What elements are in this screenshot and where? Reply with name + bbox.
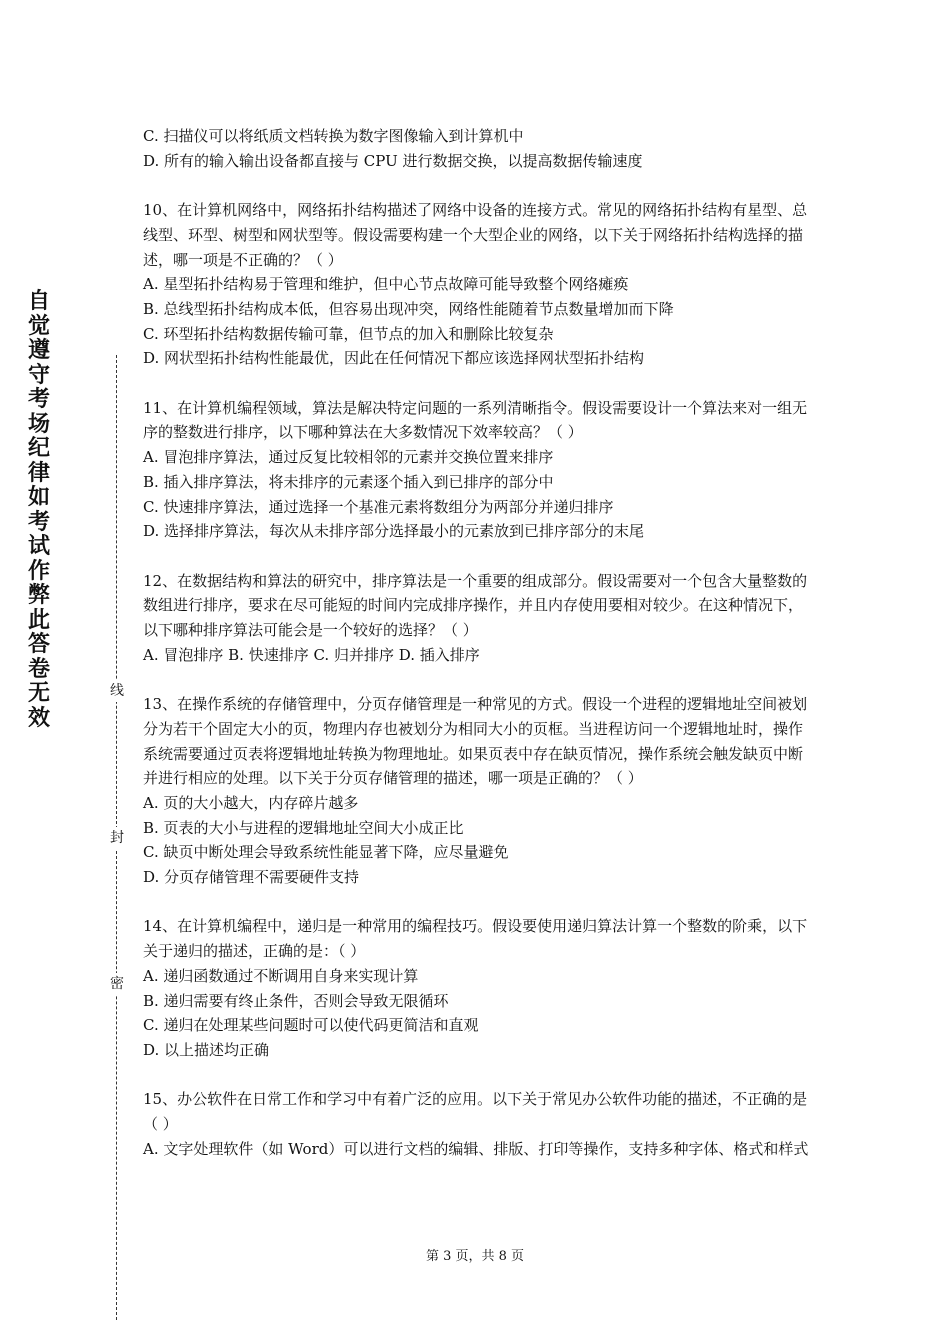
question-10 [143, 198, 811, 371]
option: B. 递归需要有终止条件，否则会导致无限循环 [143, 991, 449, 1010]
option: C. 缺页中断处理会导致系统性能显著下降，应尽量避免 [143, 843, 509, 862]
option: C. 递归在处理某些问题时可以使代码更简洁和直观 [143, 1016, 479, 1035]
option: B. 页表的大小与进程的逻辑地址空间大小成正比 [143, 818, 464, 837]
option: C. 快速排序算法，通过选择一个基准元素将数组分为两部分并递归排序 [143, 497, 614, 516]
option: A. 冒泡排序 B. 快速排序 C. 归并排序 D. 插入排序 [143, 645, 480, 664]
previous-question-options [143, 124, 811, 173]
option: B. 插入排序算法，将未排序的元素逐个插入到已排序的部分中 [143, 472, 554, 491]
option: C. 扫描仪可以将纸质文档转换为数字图像输入到计算机中 [143, 127, 524, 145]
option: B. 总线型拓扑结构成本低，但容易出现冲突，网络性能随着节点数量增加而下降 [143, 299, 674, 318]
option: D. 所有的输入输出设备都直接与 CPU 进行数据交换，以提高数据传输速度 [143, 151, 643, 170]
option: D. 选择排序算法，每次从未排序部分选择最小的元素放到已排序部分的末尾 [143, 522, 645, 541]
option: A. 递归函数通过不断调用自身来实现计算 [143, 966, 419, 985]
option: C. 环型拓扑结构数据传输可靠，但节点的加入和删除比较复杂 [143, 324, 554, 343]
question-15 [143, 1087, 811, 1161]
question-stem: 12、在数据结构和算法的研究中，排序算法是一个重要的组成部分。假设需要对一个包含大量整数的数组进行排序，要求在尽可能短的时间内完成排序操作，并且内存使用要相对较少。在这种情况下，以下哪种排序算法可能会是一个较好的选择？（ ） [143, 571, 808, 640]
question-12 [143, 569, 811, 668]
exam-content [143, 124, 811, 1161]
question-stem: 11、在计算机编程领域，算法是解决特定问题的一系列清晰指令。假设需要设计一个算法来对一组无序的整数进行排序，以下哪种算法在大多数情况下效率较高？（ ） [143, 398, 808, 442]
page-number: 第 3 页，共 8 页 [425, 1249, 525, 1264]
exam-discipline-notice: 自觉遵守考场纪律如考试作弊此答卷无效 [27, 289, 50, 731]
question-stem: 14、在计算机编程中，递归是一种常用的编程技巧。假设要使用递归算法计算一个整数的阶乘，以下关于递归的描述，正确的是：（ ） [143, 917, 808, 961]
binding-label-feng: 封 [106, 827, 128, 849]
option: A. 文字处理软件（如 Word）可以进行文档的编辑、排版、打印等操作，支持多种字体、格式和样式 [143, 1139, 809, 1158]
binding-label-xian: 线 [106, 680, 128, 702]
option: A. 星型拓扑结构易于管理和维护，但中心节点故障可能导致整个网络瘫痪 [143, 275, 629, 294]
option: D. 以上描述均正确 [143, 1040, 270, 1059]
question-13 [143, 692, 811, 890]
option: D. 网状型拓扑结构性能最优，因此在任何情况下都应该选择网状型拓扑结构 [143, 349, 645, 368]
question-11 [143, 396, 811, 544]
option: A. 冒泡排序算法，通过反复比较相邻的元素并交换位置来排序 [143, 448, 554, 467]
option: D. 分页存储管理不需要硬件支持 [143, 868, 360, 887]
question-stem: 10、在计算机网络中，网络拓扑结构描述了网络中设备的连接方式。常见的网络拓扑结构有星型、总线型、环型、树型和网状型等。假设需要构建一个大型企业的网络，以下关于网络拓扑结构选择的描述，哪一项是不正确的？（ ） [143, 201, 808, 269]
question-14 [143, 914, 811, 1062]
question-stem: 15、办公软件在日常工作和学习中有着广泛的应用。以下关于常见办公软件功能的描述，不正确的是（ ） [143, 1090, 808, 1134]
option: A. 页的大小越大，内存碎片越多 [143, 793, 359, 812]
question-stem: 13、在操作系统的存储管理中，分页存储管理是一种常见的方式。假设一个进程的逻辑地址空间被划分为若干个固定大小的页，物理内存也被划分为相同大小的页框。当进程访问一个逻辑地址时，操作系统需要通过页表将逻辑地址转换为物理地址。如果页表中存在缺页情况，操作系统会触发缺页中断并进行相应的处理。以下关于分页存储管理的描述，哪一项是正确的？（ ） [143, 695, 808, 788]
binding-label-mi: 密 [106, 973, 128, 995]
